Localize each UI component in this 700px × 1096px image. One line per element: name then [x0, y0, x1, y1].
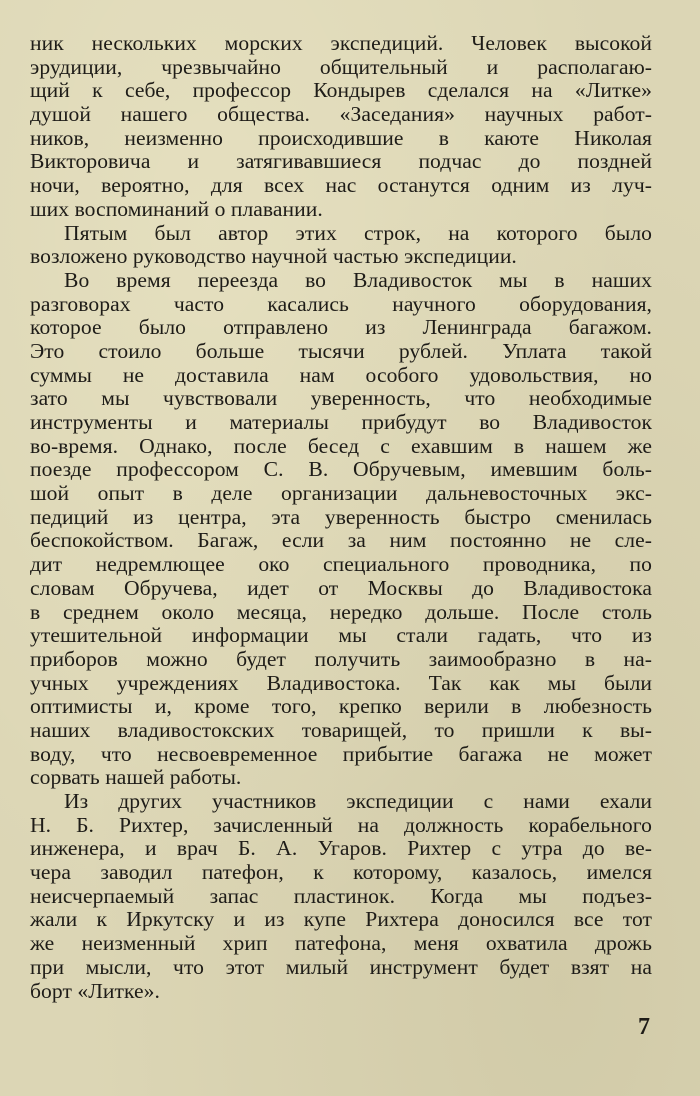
- text-line: Н. Б. Рихтер, зачисленный на должность корабельного: [30, 812, 652, 837]
- text-line: Это стоило больше тысячи рублей. Уплата такой: [30, 338, 652, 363]
- text-line: эрудиции, чрезвычайно общительный и располагаю-: [30, 54, 652, 79]
- text-line: суммы не доставила нам особого удовольствия, но: [30, 362, 652, 387]
- text-line: при мысли, что этот милый инструмент будет взят на: [30, 954, 652, 979]
- paragraph-1: [30, 32, 652, 222]
- text-line: ших воспоминаний о плавании.: [30, 196, 323, 221]
- text-line: ночи, вероятно, для всех нас останутся одним из луч-: [30, 173, 652, 198]
- text-line: щий к себе, профессор Кондырев сделался на «Литке»: [30, 78, 652, 103]
- text-line: инструменты и материалы прибудут во Владивосток: [30, 410, 652, 434]
- text-line: приборов можно будет получить заимообразно в на-: [30, 646, 652, 671]
- text-line: сорвать нашей работы.: [30, 765, 242, 790]
- text-line: дит недремлющее око специального проводника, по: [30, 552, 652, 577]
- text-line: неисчерпаемый запас пластинок. Когда мы подъез-: [30, 883, 652, 908]
- text-line: борт «Литке».: [30, 978, 160, 1003]
- text-line: чера заводил патефон, к которому, казалось, имелся: [30, 860, 652, 885]
- text-line: беспокойством. Багаж, если за ним постоянно не сле-: [30, 528, 652, 553]
- text-line: зато мы чувствовали уверенность, что необходимые: [30, 386, 652, 411]
- text-line: словам Обручева, идет от Москвы до Владивостока: [30, 575, 652, 600]
- paragraph-3: [30, 269, 652, 790]
- text-line: разговорах часто касались научного оборудования,: [30, 291, 652, 316]
- text-line: поезде профессором С. В. Обручевым, имевшим боль-: [30, 457, 652, 482]
- page-number: 7: [638, 1014, 650, 1040]
- text-line: Викторовича и затягивавшиеся подчас до поздней: [30, 149, 652, 174]
- paragraph-4: [30, 790, 652, 1003]
- text-line: шой опыт в деле организации дальневосточных экс-: [30, 481, 652, 506]
- text-line: возложено руководство научной частью экспедиции.: [30, 244, 517, 269]
- text-line: душой нашего общества. «Заседания» научных работ-: [30, 102, 652, 127]
- text-line: воду, что несвоевременное прибытие багажа не может: [30, 741, 652, 766]
- text-line: жали к Иркутску и из купе Рихтера доносился все тот: [30, 907, 652, 932]
- text-line: педиций из центра, эта уверенность быстро сменилась: [30, 504, 652, 529]
- text-line: Во время переезда во Владивосток мы в наших: [64, 267, 652, 292]
- text-line: ников, неизменно происходившие в каюте Николая: [30, 125, 652, 150]
- text-line: наших владивостокских товарищей, то пришли к вы-: [30, 717, 652, 742]
- paragraph-2: [30, 222, 652, 269]
- body-text: [30, 32, 652, 1003]
- text-line: которое было отправлено из Ленинграда багажом.: [30, 315, 652, 340]
- text-line: в среднем около месяца, нередко дольше. После столь: [30, 599, 652, 624]
- text-line: Пятым был автор этих строк, на которого было: [64, 220, 652, 245]
- text-line: во-время. Однако, после бесед с ехавшим в нашем же: [30, 433, 652, 458]
- text-line: ник нескольких морских экспедиций. Человек высокой: [30, 31, 652, 55]
- text-line: учных учреждениях Владивостока. Так как мы были: [30, 670, 652, 695]
- text-line: утешительной информации мы стали гадать, что из: [30, 623, 652, 648]
- text-line: оптимисты и, кроме того, крепко верили в любезность: [30, 694, 652, 719]
- text-line: Из других участников экспедиции с нами ехали: [64, 789, 652, 813]
- text-line: же неизменный хрип патефона, меня охватила дрожь: [30, 931, 652, 956]
- text-line: инженера, и врач Б. А. Угаров. Рихтер с утра до ве-: [30, 836, 652, 861]
